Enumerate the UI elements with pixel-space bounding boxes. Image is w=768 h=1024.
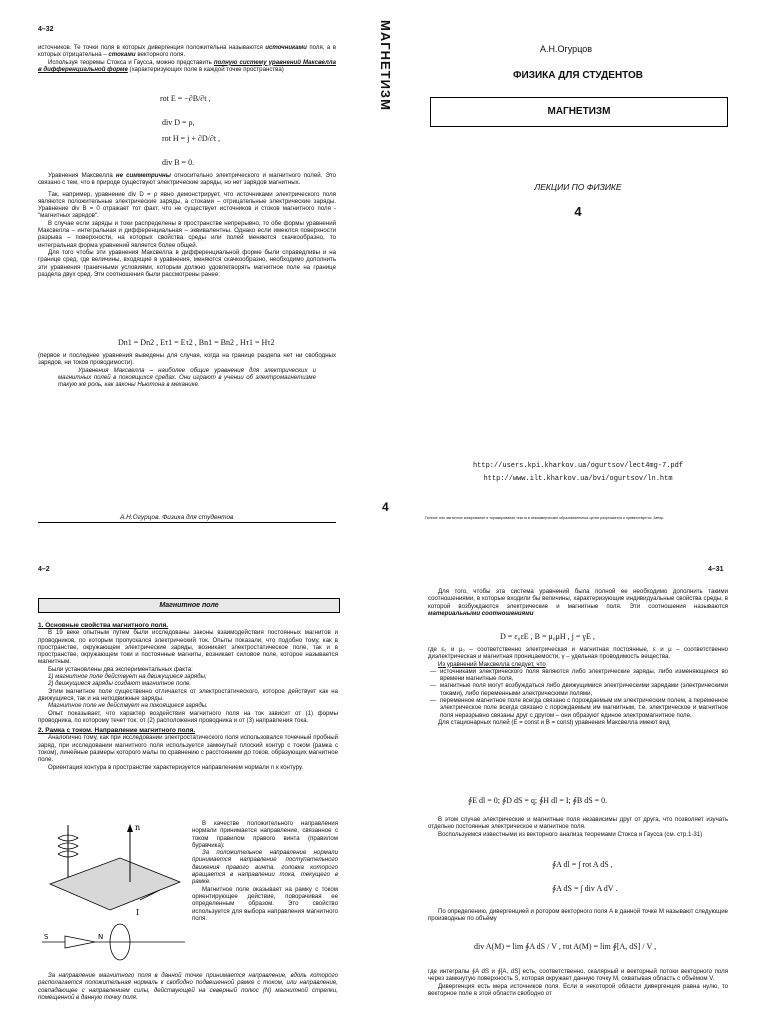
equation: div D = ρ, xyxy=(162,118,195,127)
cover-series: ЛЕКЦИИ ПО ФИЗИКЕ xyxy=(534,182,622,192)
paragraph: В качестве положительного направления нормали принимается направление, связанное с током правилом правого винта (правилом буравчика): xyxy=(192,820,338,849)
chapter-banner xyxy=(38,598,340,613)
paragraph: Так, например, уравнение div D = ρ явно демонстрирует, что источниками электрического поля являются положительные электрические заряды, а стоками – отрицательные электрические заряды. Уравнение div B = 0 отражает тот факт, что не существует источников и стоков магнитного поля - "магнитных зарядов". xyxy=(38,190,336,220)
paragraph: В этом случае электрические и магнитные поля независимы друг от друга, что позволяет изучать отдельно постоянные электрическое и магнитное поля. xyxy=(428,816,728,831)
paragraph: По определению, дивергенцией и ротором векторного поля A в данной точке M называют следующие производные по объёму xyxy=(428,908,728,923)
page-number: 4–2 xyxy=(38,566,50,573)
paragraph: Дивергенция есть мера источников поля. Если в некоторой области дивергенция равна нулю, то векторное поле в этой области свободно от xyxy=(428,982,728,997)
list-item: — магнитные поля могут возбуждаться либо движущимися электрическими зарядами (электрическими токами), либо переменными электрическими полями, xyxy=(440,682,728,697)
equation: rot H = j + ∂D/∂t , xyxy=(162,134,221,143)
paragraph: В случае если заряды и токи распределены в пространстве непрерывно, то обе формы уравнений Максвелла – интегральная и дифференциальная – эквивалентны. Однако если имеются поверхности разрыва – поверхности, на которых свойства среды или полей меняются скачкообразно, то интегральная форма уравнений является более общей. xyxy=(38,219,336,249)
current-frame xyxy=(50,858,180,910)
paragraph: Аналогично тому, как при исследовании электростатического поля использовался точечный пробный заряд, при исследовании магнитного поля используется замкнутый плоский контур с током (рамка с током), линейные размеры которого малы по сравнению с расстоянием до токов, образующих магнитное поле. xyxy=(38,734,338,764)
compass-needle-icon xyxy=(65,936,95,948)
bottom-right-text-block-2 xyxy=(428,646,728,726)
top-left-text-block-3 xyxy=(38,352,336,388)
list-item: 1) магнитное поле действует на движущиеся заряды; xyxy=(48,673,207,681)
frame-with-current-figure xyxy=(40,820,190,970)
chapter-title: Магнитное поле xyxy=(159,602,219,609)
footer-rule xyxy=(38,522,336,523)
cover-title: ФИЗИКА ДЛЯ СТУДЕНТОВ xyxy=(512,70,644,81)
arrow-head xyxy=(127,824,133,832)
paragraph: Магнитное поле оказывает на рамку с током ориентирующее действие, поворачивая ее определенным образом. Это свойство используется для выбора направления магнитного поля. xyxy=(192,885,338,922)
equation: ∮A dl = ∫ rot A dS , xyxy=(552,860,613,869)
legal-note: Полное или частичное копирование и тиражирование текста в некоммерческих образовательных целях разрешается и приветствуется. Автор. xyxy=(425,516,665,520)
url-link[interactable]: http://users.kpi.kharkov.ua/ogurtsov/lect4mg-7.pdf xyxy=(472,462,684,470)
equation: rot E = −∂B/∂t , xyxy=(160,94,211,103)
current-label: I xyxy=(136,908,140,917)
paragraph: Уравнения Максвелла не симметричны относительно электрического и магнитного полей. Это связано с тем, что в природе существуют электрические заряды, но нет зарядов магнитных. xyxy=(38,172,336,187)
section-heading: 2. Рамка с током. Направление магнитного поля. xyxy=(38,727,196,735)
bottom-right-text-block xyxy=(428,588,728,617)
cover-lecture-number: 4 xyxy=(574,204,582,219)
paragraph: Для того чтобы эти уравнения Максвелла в дифференциальной форме были справедливы и на границе сред, где величины, входящие в уравнения, меняются скачкообразно, необходимо дополнить эти уравнения граничными условиями, которым должно удовлетворять магнитное поле на границе раздела двух сред. Эти соотношения были рассмотрены ранее: xyxy=(38,248,336,278)
bottom-right-text-block-5 xyxy=(428,968,728,997)
equation: div B = 0. xyxy=(162,158,195,167)
url-link[interactable]: http://www.ilt.kharkov.ua/bvi/ogurtsov/ln.htm xyxy=(483,475,673,483)
list-item: — переменное магнитное поле всегда связано с порождаемым им электрическим полем, а переменное электрическое поле всегда связано с порождаемым им магнитным, т.е. электрическое и магнитное поля неразрывно связаны друг с другом – они образуют единое электромагнитное поле. xyxy=(440,697,728,719)
bottom-left-text-block xyxy=(38,622,338,771)
north-pole-label: N xyxy=(98,933,104,941)
equation: Dn1 = Dn2 , Eτ1 = Eτ2 , Bn1 = Bn2 , Hτ1 = Hτ2 xyxy=(118,338,275,347)
equation: D = ε₀εE , B = μ₀μH , j = γE , xyxy=(500,632,595,641)
cover-box-title: МАГНЕТИЗМ xyxy=(547,106,611,117)
top-left-text-block xyxy=(38,44,336,73)
cover-author: А.Н.Огурцов xyxy=(540,44,593,54)
paragraph: Используя теоремы Стокса и Гаусса, можно представить полную систему уравнений Максвелла в дифференциальной форме (характеризующих поле в каждой точке пространства) xyxy=(38,58,336,73)
list-item: 2) движущиеся заряды создают магнитное поле. xyxy=(48,680,192,688)
paragraph: Магнитное поле не действует на покоящиеся заряды. xyxy=(48,702,208,710)
paragraph: Воспользуемся известными из векторного анализа теоремами Стокса и Гаусса (см. стр.1-31) xyxy=(438,830,703,838)
paragraph: Для того, чтобы эта система уравнений была полной ее необходимо дополнить такими соотношениями, в которые входили бы величины, характеризующие индивидуальные свойства среды, в которой возбуждаются электрические и магнитные поля. Эти соотношения называются материальными соотношениями xyxy=(428,588,728,617)
paragraph: Для стационарных полей (E = const и B = const) уравнения Максвелла имеют вид xyxy=(438,718,670,726)
section-heading: 1. Основные свойства магнитного поля. xyxy=(38,622,169,629)
paragraph: Из уравнений Максвелла следует, что xyxy=(438,660,546,668)
paragraph: источников. Те точки поля в которых дивергенция положительна называются источниками поля, а в которых отрицательна – стоками векторного поля. xyxy=(38,44,336,59)
paragraph: где ε₀ и μ₀ – соответственно электрическая и магнитная постоянные, ε и μ – соответственно диэлектрическая и магнитная проницаемости, γ – удельная проводимость вещества. xyxy=(428,646,728,661)
bottom-left-text-end xyxy=(38,972,338,1001)
equation: div A(M) = lim ∮A dS / V , rot A(M) = lim ∮[A, dS] / V , xyxy=(474,942,657,951)
paragraph: За направление магнитного поля в данной точке принимается направление, вдоль которого располагается положительная нормаль к свободно подвешенной рамке с током, или направление, совпадающее с направлением силы, действующей на северный полюс (N) магнитной стрелки, помещенной в данную точку поля. xyxy=(38,972,338,1001)
page-number: 4–32 xyxy=(38,26,54,33)
south-pole-label: S xyxy=(44,933,49,941)
paragraph: Ориентация контура в пространстве характеризуется направлением нормали n к контуру. xyxy=(48,763,304,771)
list-item: — источниками электрического поля являются либо электрические заряды, либо изменяющиеся во времени магнитные поля, xyxy=(440,668,728,683)
paragraph: Были установлены два экспериментальных факта: xyxy=(48,665,193,673)
figure-side-text xyxy=(192,820,338,922)
equation: ∮E dl = 0; ∮D dS = q; ∮H dl = I; ∮B dS = 0. xyxy=(468,796,608,805)
spine-title: МАГНЕТИЗМ xyxy=(378,20,393,111)
footer: А.Н.Огурцов. Физика для студентов xyxy=(120,514,234,521)
page-number-large: 4 xyxy=(382,500,389,514)
bottom-right-text-block-3 xyxy=(428,816,728,838)
equation: ∮A dS = ∫ div A dV . xyxy=(552,884,618,893)
paragraph: Этим магнитное поле существенно отличается от электростатического, которое действует как на движущиеся, так и на неподвижные заряды. xyxy=(38,687,338,702)
conclusions-list xyxy=(428,668,728,719)
top-left-text-block-2 xyxy=(38,172,336,278)
paragraph: (первое и последнее уравнения выведены для случая, когда на границе раздела нет ни свободных зарядов, ни токов проводимости). xyxy=(38,352,336,367)
cover-title-box xyxy=(430,97,728,127)
page-number: 4–31 xyxy=(708,566,724,573)
paragraph: Опыт показывает, что характер воздействия магнитного поля на ток зависит от (1) формы проводника, по которому течет ток; от (2) расположения проводника и от (3) направления тока. xyxy=(38,709,338,724)
bottom-right-text-block-4 xyxy=(428,908,728,923)
normal-label: n xyxy=(135,823,141,832)
paragraph: где интегралы ∮A dS и ∮[A, dS] есть, соответственно, скалярный и векторный потоки векторного поля через замкнутую поверхность S, которая окружает данную точку M, охватывая область с объёмом V. xyxy=(428,968,728,983)
paragraph: Уравнения Максвелла – наиболее общие уравнения для электрических и магнитных полей в покоящихся средах. Они играют в учении об электромагнетизме такую же роль, как законы Ньютона в механике. xyxy=(58,366,316,389)
paragraph: В 19 веке опытным путем были исследованы законы взаимодействия постоянных магнитов и проводников, по которым пропускался электрический ток. Опыты показали, что подобно тому, как в пространстве, окружающем электрические заряды, возникает электростатическое поле, так и в пространстве, окружающем токи и постоянные магниты, возникает силовое поле, которое называется магнитным. xyxy=(38,629,338,666)
paragraph: За положительное направление нормали принимается направление поступательного движения правого винта, головка которого вращается в направлении тока, текущего в рамке. xyxy=(192,849,338,886)
